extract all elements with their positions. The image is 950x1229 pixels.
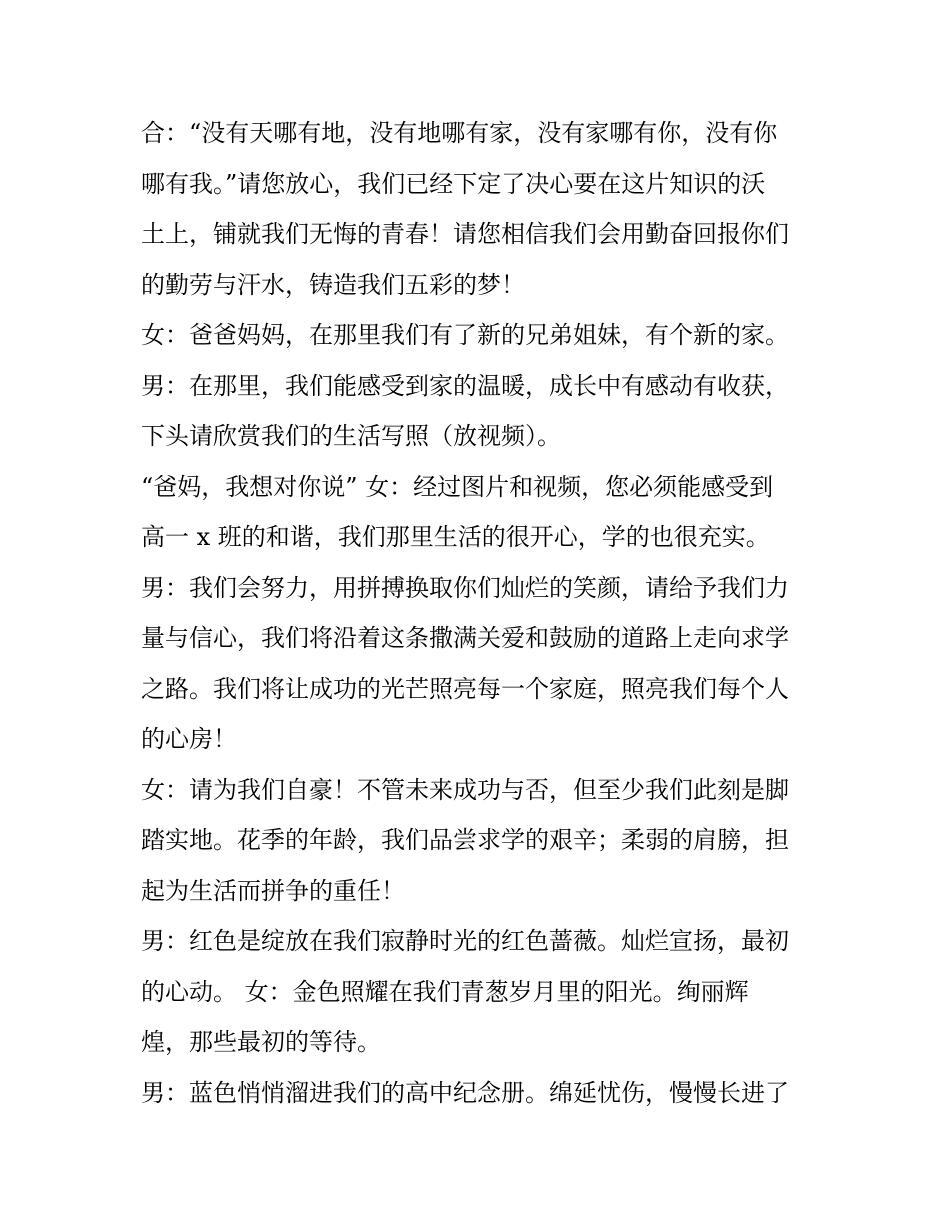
text-line: 哪有我。”请您放心，我们已经下定了决心要在这片知识的沃 (141, 169, 766, 198)
text-line: 男：在那里，我们能感受到家的温暖，成长中有感动有收获， (141, 371, 789, 400)
text-line: 的心动。 女：金色照耀在我们青葱岁月里的阳光。绚丽辉 (141, 977, 749, 1006)
text-line: 土上，铺就我们无悔的青春！请您相信我们会用勤奋回报你们 (141, 220, 789, 248)
text-line: 之路。我们将让成功的光芒照亮每一个家庭，照亮我们每个人 (141, 674, 789, 703)
text-line: 的勤劳与汗水，铸造我们五彩的梦！ (141, 270, 525, 299)
text-line: 高一 x 班的和谐，我们那里生活的很开心，学的也很充实。 (141, 523, 770, 551)
text-line: 男：蓝色悄悄溜进我们的高中纪念册。绵延忧伤，慢慢长进了 (141, 1078, 789, 1107)
text-line: 煌，那些最初的等待。 (141, 1028, 381, 1056)
text-line: 踏实地。花季的年龄，我们品尝求学的艰辛；柔弱的肩膀，担 (141, 826, 789, 854)
text-line: 起为生活而拼争的重任！ (141, 876, 405, 905)
text-line: 量与信心，我们将沿着这条撒满关爱和鼓励的道路上走向求学 (141, 624, 789, 652)
text-line: 下头请欣赏我们的生活写照（放视频）。 (141, 422, 561, 450)
text-line: 女：请为我们自豪！不管未来成功与否，但至少我们此刻是脚 (141, 775, 789, 804)
text-line: 的心房！ (141, 725, 237, 753)
text-line: “爸妈，我想对你说” 女：经过图片和视频，您必须能感受到 (141, 472, 774, 501)
text-line: 男：我们会努力，用拼搏换取你们灿烂的笑颜，请给予我们力 (141, 573, 789, 602)
text-line: 男：红色是绽放在我们寂静时光的红色蔷薇。灿烂宣扬，最初 (141, 927, 789, 955)
text-line: 合：“没有天哪有地，没有地哪有家，没有家哪有你，没有你 (141, 119, 778, 147)
text-line: 女：爸爸妈妈，在那里我们有了新的兄弟姐妹，有个新的家。 (141, 321, 789, 349)
document-body (141, 108, 816, 1118)
